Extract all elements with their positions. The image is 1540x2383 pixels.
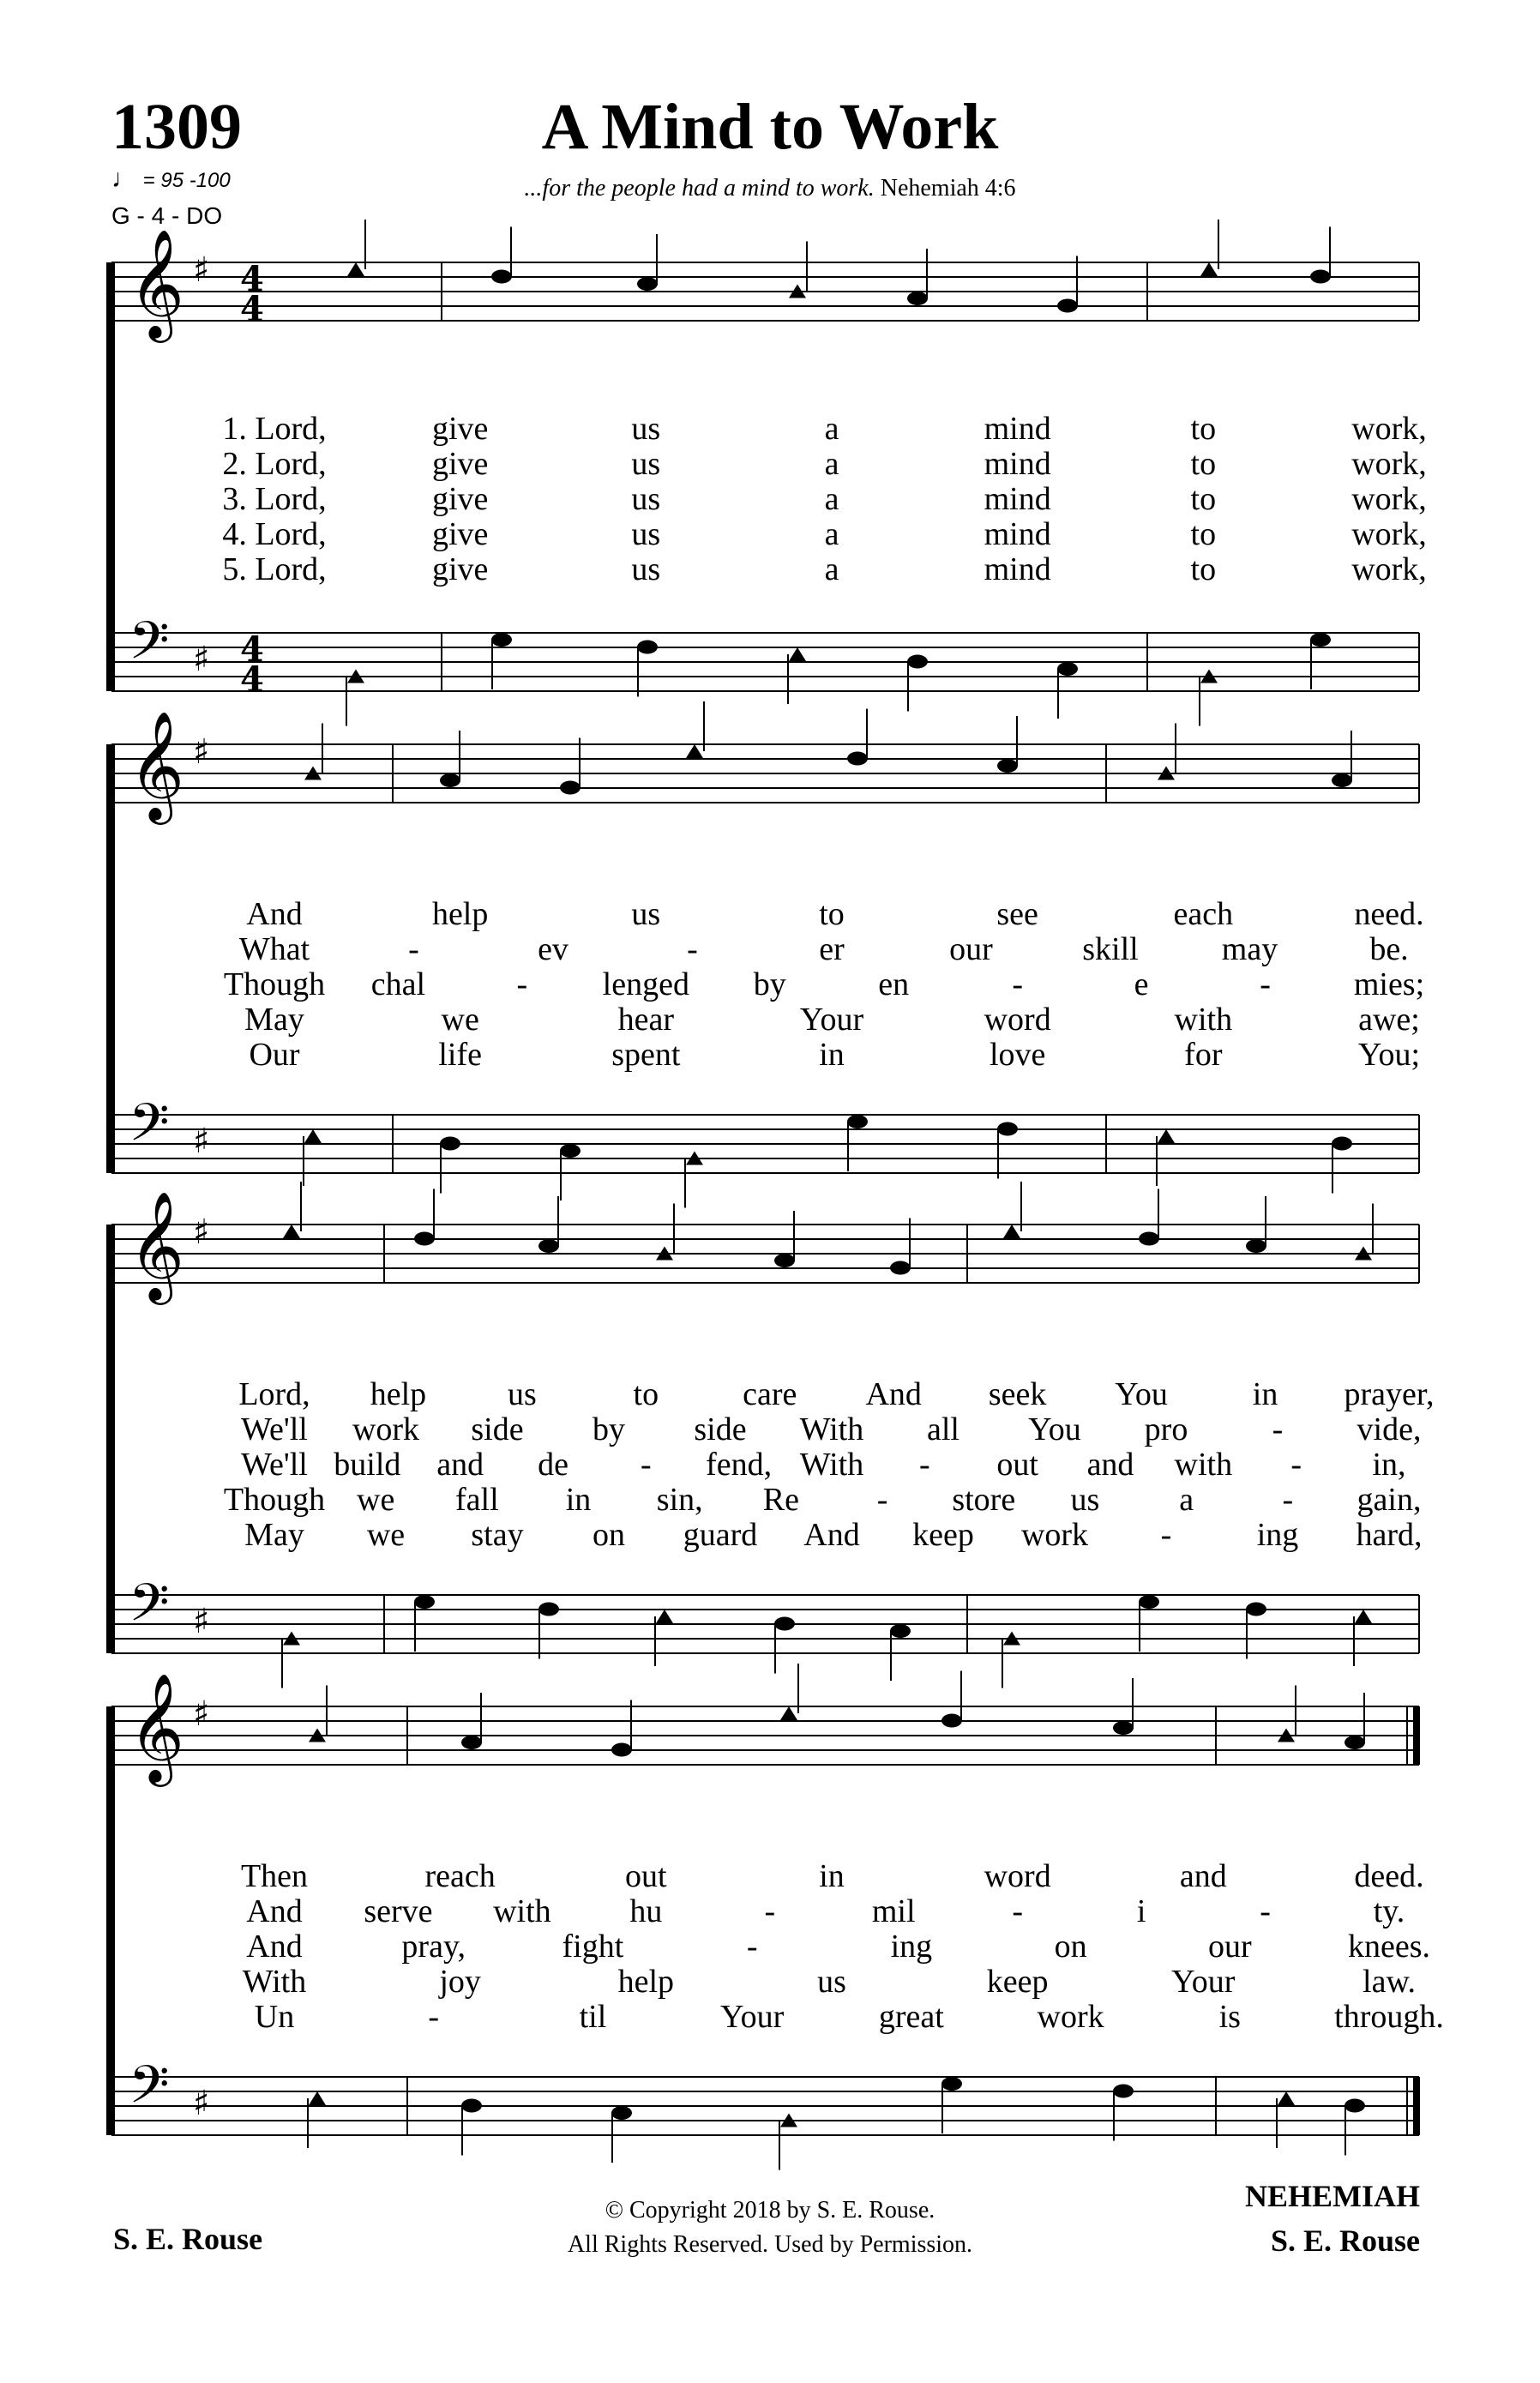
sharp-icon: ♯ bbox=[193, 2084, 210, 2123]
note-head bbox=[890, 1261, 911, 1275]
treble-clef-icon: 𝄞 bbox=[129, 710, 185, 820]
note-head bbox=[847, 1115, 868, 1128]
time-signature-top: 4 bbox=[240, 259, 264, 299]
lyric-syllable: fend, bbox=[706, 1447, 773, 1483]
lyric-syllable: prayer, bbox=[1344, 1376, 1435, 1412]
lyric-syllable: a bbox=[824, 516, 839, 552]
lyric-syllable: With bbox=[242, 1964, 307, 2000]
tempo-text: = 95 -100 bbox=[142, 169, 231, 192]
lyric-syllable: You bbox=[1115, 1376, 1168, 1412]
lyric-syllable: each bbox=[1173, 896, 1234, 932]
lyric-syllable: us bbox=[1070, 1482, 1100, 1518]
lyric-syllable: ing bbox=[890, 1929, 933, 1965]
lyric-syllable: 1. Lord, bbox=[222, 411, 327, 447]
note-head bbox=[774, 1617, 795, 1631]
lyric-syllable: give bbox=[431, 481, 489, 517]
lyric-syllable: on bbox=[593, 1517, 625, 1553]
lyric-syllable: 3. Lord, bbox=[222, 481, 327, 517]
lyric-syllable: - bbox=[876, 1482, 888, 1518]
lyric-syllable: chal bbox=[370, 966, 426, 1002]
note-head bbox=[789, 647, 806, 661]
lyric-syllable: by bbox=[593, 1411, 625, 1447]
lyric-syllable: hard, bbox=[1356, 1517, 1423, 1553]
note-head bbox=[1344, 1736, 1365, 1749]
note-head bbox=[637, 641, 658, 654]
system-bracket bbox=[106, 1706, 115, 2135]
lyric-syllable: us bbox=[631, 516, 661, 552]
lyric-syllable: Lord, bbox=[238, 1376, 310, 1412]
footer-author: S. E. Rouse bbox=[113, 2222, 263, 2256]
lyric-syllable: - bbox=[1290, 1447, 1302, 1483]
note-head bbox=[1310, 270, 1331, 284]
note-head bbox=[309, 2091, 326, 2105]
note-head bbox=[907, 655, 928, 669]
lyric-syllable: us bbox=[631, 411, 661, 447]
lyric-syllable: give bbox=[431, 516, 489, 552]
note-head bbox=[611, 1743, 632, 1757]
note-head bbox=[1139, 1595, 1159, 1609]
lyric-syllable: in bbox=[565, 1482, 592, 1518]
note-head bbox=[774, 1254, 795, 1267]
lyric-syllable: and bbox=[436, 1447, 484, 1483]
lyric-syllable: out bbox=[625, 1858, 667, 1894]
lyric-syllable: work, bbox=[1351, 446, 1427, 482]
lyric-syllable: store bbox=[952, 1482, 1016, 1518]
quarter-note-icon: ♩ bbox=[111, 165, 137, 193]
lyric-syllable: serve bbox=[364, 1893, 433, 1929]
note-head bbox=[907, 292, 928, 305]
lyric-syllable: give bbox=[431, 446, 489, 482]
lyric-syllable: seek bbox=[988, 1376, 1047, 1412]
bass-clef-icon: 𝄢 bbox=[129, 611, 170, 684]
lyric-syllable: mind bbox=[984, 516, 1051, 552]
note-head bbox=[941, 1714, 962, 1728]
lyric-syllable: - bbox=[408, 931, 419, 967]
note-head bbox=[1139, 1232, 1159, 1246]
lyric-syllable: stay bbox=[471, 1517, 524, 1553]
note-head bbox=[304, 1129, 322, 1143]
note-head bbox=[414, 1595, 435, 1609]
lyric-syllable: with bbox=[1174, 1002, 1233, 1038]
key-info: G - 4 - DO bbox=[111, 202, 223, 229]
lyric-syllable: And bbox=[865, 1376, 922, 1412]
lyric-syllable: care bbox=[743, 1376, 797, 1412]
lyric-syllable: - bbox=[1012, 966, 1023, 1002]
lyric-syllable: mind bbox=[984, 481, 1051, 517]
lyric-syllable: and bbox=[1086, 1447, 1134, 1483]
lyric-syllable: - bbox=[1012, 1893, 1023, 1929]
system-bracket bbox=[106, 1225, 115, 1653]
lyric-syllable: - bbox=[764, 1893, 776, 1929]
lyric-syllable: lenged bbox=[602, 966, 689, 1002]
lyric-syllable: for bbox=[1184, 1037, 1223, 1073]
lyric-syllable: to bbox=[1190, 411, 1217, 447]
lyric-syllable: side bbox=[471, 1411, 524, 1447]
note-head bbox=[1344, 2099, 1365, 2113]
lyric-syllable: gain, bbox=[1357, 1482, 1422, 1518]
copyright-line-2: All Rights Reserved. Used by Permission. bbox=[567, 2231, 973, 2258]
sharp-icon: ♯ bbox=[193, 1602, 210, 1641]
hymn-number: 1309 bbox=[111, 91, 242, 163]
lyric-syllable: - bbox=[1282, 1482, 1294, 1518]
note-head bbox=[283, 1225, 300, 1238]
lyric-syllable: What bbox=[238, 931, 310, 967]
lyric-syllable: word bbox=[984, 1858, 1051, 1894]
tune-name: NEHEMIAH bbox=[1244, 2179, 1420, 2213]
lyric-syllable: work bbox=[1020, 1517, 1089, 1553]
lyric-syllable: And bbox=[246, 1929, 303, 1965]
lyric-syllable: on bbox=[1054, 1929, 1087, 1965]
lyric-syllable: help bbox=[431, 896, 489, 932]
lyric-syllable: sin, bbox=[656, 1482, 703, 1518]
lyric-syllable: we bbox=[357, 1482, 395, 1518]
note-head bbox=[440, 773, 460, 787]
lyric-syllable: Though bbox=[223, 1482, 326, 1518]
note-head bbox=[780, 1706, 797, 1720]
lyric-syllable: help bbox=[370, 1376, 427, 1412]
sharp-icon: ♯ bbox=[193, 1213, 210, 1252]
lyric-syllable: to bbox=[1190, 446, 1217, 482]
note-head bbox=[1332, 773, 1352, 787]
lyric-syllable: life bbox=[438, 1037, 482, 1073]
lyric-syllable: give bbox=[431, 551, 489, 587]
lyric-syllable: in bbox=[1252, 1376, 1278, 1412]
lyric-syllable: help bbox=[617, 1964, 675, 2000]
lyric-syllable: we bbox=[366, 1517, 406, 1553]
lyric-syllable: i bbox=[1136, 1893, 1146, 1929]
lyric-syllable: Though bbox=[223, 966, 326, 1002]
lyric-syllable: deed. bbox=[1354, 1858, 1424, 1894]
lyric-syllable: 4. Lord, bbox=[222, 516, 327, 552]
lyric-syllable: hu bbox=[629, 1893, 663, 1929]
lyric-syllable: law. bbox=[1363, 1964, 1416, 2000]
note-head bbox=[538, 1603, 559, 1616]
lyric-syllable: We'll bbox=[241, 1447, 308, 1483]
lyric-syllable: May bbox=[244, 1002, 304, 1038]
note-head bbox=[1057, 662, 1078, 676]
lyric-syllable: de bbox=[538, 1447, 568, 1483]
note-head bbox=[1246, 1239, 1266, 1253]
lyric-syllable: You; bbox=[1357, 1037, 1421, 1073]
note-head bbox=[1310, 633, 1331, 647]
bass-clef-icon: 𝄢 bbox=[129, 2055, 170, 2128]
lyric-syllable: us bbox=[631, 481, 661, 517]
lyric-syllable: skill bbox=[1082, 931, 1139, 967]
lyric-syllable: ing bbox=[1256, 1517, 1299, 1553]
note-head bbox=[1278, 2091, 1295, 2105]
note-head bbox=[1057, 299, 1078, 313]
lyric-syllable: fight bbox=[562, 1929, 624, 1965]
lyric-syllable: is bbox=[1218, 1999, 1241, 2035]
lyric-syllable: keep bbox=[986, 1964, 1049, 2000]
treble-clef-icon: 𝄞 bbox=[129, 1672, 185, 1782]
lyric-syllable: er bbox=[819, 931, 845, 967]
system-bracket bbox=[106, 262, 115, 691]
time-signature-bottom: 4 bbox=[240, 659, 264, 700]
lyric-syllable: our bbox=[949, 931, 993, 967]
lyric-syllable: And bbox=[803, 1517, 860, 1553]
lyric-syllable: mind bbox=[984, 446, 1051, 482]
lyric-syllable: ty. bbox=[1373, 1893, 1405, 1929]
note-head bbox=[890, 1624, 911, 1638]
note-head bbox=[941, 2077, 962, 2091]
lyric-syllable: Your bbox=[719, 1999, 785, 2035]
lyric-syllable: til bbox=[579, 1999, 607, 2035]
lyric-syllable: be. bbox=[1369, 931, 1409, 967]
lyric-syllable: guard bbox=[683, 1517, 758, 1553]
lyric-syllable: a bbox=[824, 446, 839, 482]
lyric-syllable: build bbox=[334, 1447, 401, 1483]
lyric-syllable: With bbox=[799, 1411, 864, 1447]
lyric-syllable: to bbox=[1190, 516, 1217, 552]
sharp-icon: ♯ bbox=[193, 732, 210, 772]
lyric-syllable: awe; bbox=[1358, 1002, 1420, 1038]
lyric-syllable: We'll bbox=[241, 1411, 308, 1447]
note-head bbox=[686, 744, 703, 758]
lyric-syllable: out bbox=[996, 1447, 1038, 1483]
note-head bbox=[414, 1232, 435, 1246]
note-head bbox=[560, 1144, 581, 1158]
lyric-syllable: mil bbox=[871, 1893, 916, 1929]
lyric-syllable: word bbox=[984, 1002, 1051, 1038]
lyric-syllable: Re bbox=[762, 1482, 800, 1518]
lyric-syllable: a bbox=[824, 481, 839, 517]
lyric-syllable: may bbox=[1221, 931, 1278, 967]
note-head bbox=[538, 1239, 559, 1253]
lyric-syllable: 2. Lord, bbox=[222, 446, 327, 482]
note-head bbox=[1113, 2085, 1134, 2098]
note-head bbox=[347, 262, 364, 276]
lyric-syllable: us bbox=[631, 446, 661, 482]
lyric-syllable: great bbox=[878, 1999, 944, 2035]
lyric-syllable: in bbox=[819, 1858, 845, 1894]
lyric-syllable: You bbox=[1028, 1411, 1081, 1447]
lyric-syllable: through. bbox=[1334, 1999, 1444, 2035]
lyric-syllable: to bbox=[1190, 551, 1217, 587]
lyric-syllable: - bbox=[516, 966, 528, 1002]
lyric-syllable: to bbox=[819, 896, 845, 932]
lyric-syllable: May bbox=[244, 1517, 304, 1553]
tune-info bbox=[1245, 2174, 1420, 2263]
note-head bbox=[1246, 1603, 1266, 1616]
note-head bbox=[440, 1137, 460, 1151]
lyric-syllable: our bbox=[1207, 1929, 1252, 1965]
lyric-syllable: in bbox=[819, 1037, 845, 1073]
lyric-syllable: pro bbox=[1144, 1411, 1188, 1447]
lyric-syllable: - bbox=[919, 1447, 930, 1483]
sharp-icon: ♯ bbox=[193, 1694, 210, 1734]
treble-clef-icon: 𝄞 bbox=[129, 1190, 185, 1300]
lyric-syllable: and bbox=[1179, 1858, 1227, 1894]
lyric-syllable: work, bbox=[1351, 411, 1427, 447]
lyric-syllable: e bbox=[1134, 966, 1149, 1002]
lyric-syllable: we bbox=[441, 1002, 479, 1038]
lyric-syllable: fall bbox=[455, 1482, 499, 1518]
lyric-syllable: - bbox=[1160, 1517, 1172, 1553]
lyric-syllable: And bbox=[246, 896, 303, 932]
lyric-syllable: work, bbox=[1351, 551, 1427, 587]
lyric-syllable: a bbox=[824, 551, 839, 587]
lyric-syllable: us bbox=[507, 1376, 537, 1412]
note-head bbox=[461, 2099, 482, 2113]
lyric-syllable: pray, bbox=[401, 1929, 466, 1965]
lyric-syllable: en bbox=[878, 966, 910, 1002]
note-head bbox=[1113, 1721, 1134, 1735]
lyric-syllable: ev bbox=[538, 931, 568, 967]
note-head bbox=[491, 270, 512, 284]
lyric-syllable: mies; bbox=[1353, 966, 1425, 1002]
bass-clef-icon: 𝄢 bbox=[129, 1573, 170, 1646]
treble-clef-icon: 𝄞 bbox=[129, 228, 185, 338]
lyric-syllable: Then bbox=[240, 1858, 309, 1894]
final-barline-thick bbox=[1413, 2077, 1420, 2135]
note-head bbox=[847, 752, 868, 766]
composer-name: S. E. Rouse bbox=[1270, 2224, 1420, 2258]
lyric-syllable: see bbox=[996, 896, 1038, 932]
lyric-syllable: - bbox=[687, 931, 698, 967]
lyric-syllable: work bbox=[1037, 1999, 1104, 2035]
note-head bbox=[461, 1736, 482, 1749]
lyric-syllable: a bbox=[824, 411, 839, 447]
lyric-syllable: work, bbox=[1351, 516, 1427, 552]
lyric-syllable: us bbox=[631, 896, 661, 932]
lyric-syllable: reach bbox=[424, 1858, 496, 1894]
epigraph-quote: ...for the people had a mind to work. bbox=[524, 175, 875, 202]
final-barline-thick bbox=[1413, 1706, 1420, 1765]
hymn-title: A Mind to Work bbox=[541, 91, 999, 163]
lyric-syllable: need. bbox=[1354, 896, 1424, 932]
time-signature-bottom: 4 bbox=[240, 289, 264, 329]
sharp-icon: ♯ bbox=[193, 640, 210, 679]
time-signature-top: 4 bbox=[240, 629, 264, 670]
lyric-syllable: - bbox=[641, 1447, 652, 1483]
lyric-syllable: us bbox=[817, 1964, 846, 2000]
bass-clef-icon: 𝄢 bbox=[129, 1092, 170, 1166]
note-head bbox=[637, 277, 658, 291]
sharp-icon: ♯ bbox=[193, 1122, 210, 1161]
lyric-syllable: knees. bbox=[1347, 1929, 1431, 1965]
lyric-syllable: side bbox=[694, 1411, 747, 1447]
lyric-syllable: work, bbox=[1351, 481, 1427, 517]
lyric-syllable: spent bbox=[611, 1037, 681, 1073]
epigraph-reference: Nehemiah 4:6 bbox=[880, 175, 1016, 202]
note-head bbox=[997, 1122, 1018, 1136]
lyric-syllable: by bbox=[753, 966, 786, 1002]
lyric-syllable: With bbox=[799, 1447, 864, 1483]
lyric-syllable: all bbox=[927, 1411, 959, 1447]
lyric-syllable: in, bbox=[1372, 1447, 1406, 1483]
lyric-syllable: Your bbox=[799, 1002, 864, 1038]
lyric-syllable: And bbox=[246, 1893, 303, 1929]
note-head bbox=[560, 781, 581, 795]
note-head bbox=[1158, 1129, 1175, 1143]
lyric-syllable: - bbox=[746, 1929, 758, 1965]
lyric-syllable: give bbox=[431, 411, 489, 447]
lyric-syllable: to bbox=[633, 1376, 659, 1412]
lyric-syllable: 5. Lord, bbox=[222, 551, 327, 587]
note-head bbox=[656, 1610, 673, 1623]
copyright-line-1: © Copyright 2018 by S. E. Rouse. bbox=[605, 2197, 935, 2224]
note-head bbox=[1355, 1610, 1372, 1623]
lyric-syllable: keep bbox=[912, 1517, 974, 1553]
lyric-syllable: to bbox=[1190, 481, 1217, 517]
lyric-syllable: hear bbox=[617, 1002, 675, 1038]
note-head bbox=[1200, 262, 1218, 276]
lyric-syllable: - bbox=[1272, 1411, 1284, 1447]
lyric-syllable: with bbox=[1174, 1447, 1233, 1483]
note-head bbox=[1332, 1137, 1352, 1151]
lyric-syllable: vide, bbox=[1357, 1411, 1422, 1447]
lyric-syllable: - bbox=[428, 1999, 440, 2035]
note-head bbox=[997, 759, 1018, 773]
lyric-syllable: with bbox=[493, 1893, 551, 1929]
lyric-syllable: Our bbox=[249, 1037, 300, 1073]
lyric-syllable: mind bbox=[984, 551, 1051, 587]
lyric-syllable: - bbox=[1260, 1893, 1271, 1929]
note-head bbox=[611, 2106, 632, 2120]
note-head bbox=[1003, 1225, 1020, 1238]
lyric-syllable: mind bbox=[984, 411, 1051, 447]
lyric-syllable: love bbox=[989, 1037, 1046, 1073]
lyric-syllable: Your bbox=[1171, 1964, 1236, 2000]
lyric-syllable: Un bbox=[254, 1999, 295, 2035]
lyric-syllable: joy bbox=[439, 1964, 481, 2000]
system-bracket bbox=[106, 744, 115, 1173]
lyric-syllable: us bbox=[631, 551, 661, 587]
lyric-syllable: a bbox=[1179, 1482, 1194, 1518]
sharp-icon: ♯ bbox=[193, 250, 210, 290]
note-head bbox=[491, 633, 512, 647]
lyric-syllable: - bbox=[1260, 966, 1271, 1002]
lyric-syllable: work bbox=[352, 1411, 420, 1447]
